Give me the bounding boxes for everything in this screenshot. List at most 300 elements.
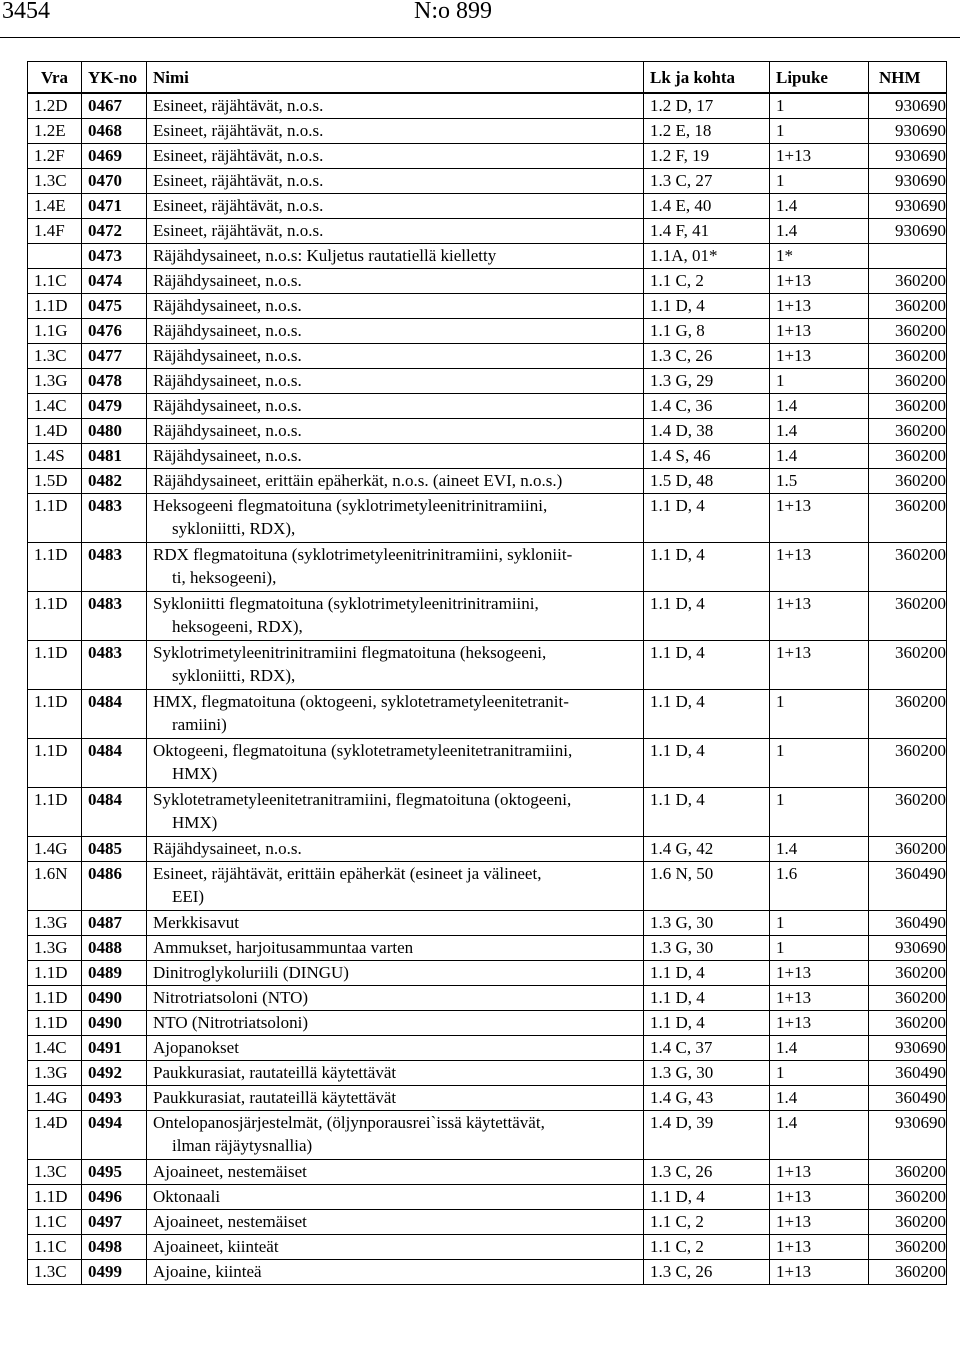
table-row (28, 1111, 947, 1160)
cell-lipuke: 1 (770, 169, 869, 194)
cell-lipuke: 1+13 (770, 961, 869, 986)
cell-nhm: 360200 (869, 419, 947, 444)
table-row (28, 469, 947, 494)
cell-yk-no: 0498 (82, 1235, 147, 1260)
cell-nimi (147, 93, 644, 119)
cell-lk-ja-kohta: 1.3 G, 30 (644, 911, 770, 936)
cell-yk-no: 0479 (82, 394, 147, 419)
cell-nimi-line: Paukkurasiat, rautateillä käytettävät (153, 1088, 397, 1107)
cell-lk-ja-kohta: 1.1 G, 8 (644, 319, 770, 344)
cell-lk-ja-kohta: 1.1 D, 4 (644, 1011, 770, 1036)
cell-nhm: 360200 (869, 269, 947, 294)
cell-vra: 1.1G (28, 319, 82, 344)
cell-nimi-line: Paukkurasiat, rautateillä käytettävät (153, 1063, 397, 1082)
cell-nimi-line: Ajoaineet, nestemäiset (153, 1212, 307, 1231)
table-body (28, 93, 947, 1285)
cell-nhm: 930690 (869, 194, 947, 219)
cell-lipuke: 1.4 (770, 837, 869, 862)
cell-vra: 1.1D (28, 641, 82, 690)
cell-lk-ja-kohta: 1.2 E, 18 (644, 119, 770, 144)
cell-lk-ja-kohta: 1.4 C, 36 (644, 394, 770, 419)
cell-nhm: 360200 (869, 1235, 947, 1260)
cell-vra: 1.2E (28, 119, 82, 144)
cell-lk-ja-kohta: 1.3 G, 30 (644, 936, 770, 961)
cell-vra: 1.2D (28, 93, 82, 119)
cell-nimi-line: Ajoaineet, nestemäiset (153, 1162, 307, 1181)
cell-nimi-line: Oktonaali (153, 1187, 221, 1206)
cell-yk-no: 0473 (82, 244, 147, 269)
cell-lk-ja-kohta: 1.1 D, 4 (644, 986, 770, 1011)
cell-nimi-line: RDX flegmatoituna (syklotrimetyleenitrinitramiini, sykloniit- (153, 545, 573, 564)
cell-nimi (147, 269, 644, 294)
cell-nimi (147, 469, 644, 494)
cell-nimi-line: Esineet, räjähtävät, n.o.s. (153, 196, 324, 215)
cell-lk-ja-kohta: 1.1 C, 2 (644, 1235, 770, 1260)
cell-lk-ja-kohta: 1.1 D, 4 (644, 739, 770, 788)
cell-vra: 1.1D (28, 1011, 82, 1036)
cell-vra: 1.3G (28, 936, 82, 961)
cell-nhm: 360490 (869, 1086, 947, 1111)
cell-lipuke: 1 (770, 936, 869, 961)
cell-nimi (147, 961, 644, 986)
table-row (28, 788, 947, 837)
cell-nhm: 360200 (869, 739, 947, 788)
cell-nhm: 360200 (869, 369, 947, 394)
page-header (0, 0, 960, 28)
cell-nhm: 360200 (869, 1011, 947, 1036)
cell-nimi (147, 244, 644, 269)
cell-vra: 1.1D (28, 294, 82, 319)
cell-nhm: 360490 (869, 911, 947, 936)
cell-lipuke: 1+13 (770, 592, 869, 641)
cell-nhm: 360200 (869, 444, 947, 469)
table-row (28, 344, 947, 369)
cell-vra: 1.3G (28, 911, 82, 936)
cell-nhm: 360200 (869, 543, 947, 592)
cell-nimi (147, 194, 644, 219)
cell-nimi (147, 1111, 644, 1160)
table-row (28, 369, 947, 394)
cell-lk-ja-kohta: 1.1 D, 4 (644, 788, 770, 837)
cell-nimi-line: Esineet, räjähtävät, n.o.s. (153, 96, 324, 115)
table-row (28, 169, 947, 194)
cell-nimi-line: Ajoaineet, kiinteät (153, 1237, 279, 1256)
cell-nimi-line: Räjähdysaineet, n.o.s. (153, 371, 302, 390)
cell-nimi (147, 862, 644, 911)
table-row (28, 1036, 947, 1061)
cell-nimi (147, 419, 644, 444)
cell-nimi-line: Syklotrimetyleenitrinitramiini flegmatoituna (heksogeeni, (153, 643, 547, 662)
cell-nimi (147, 369, 644, 394)
cell-lipuke: 1 (770, 369, 869, 394)
cell-lipuke: 1 (770, 119, 869, 144)
cell-nimi-line: Esineet, räjähtävät, erittäin epäherkät (esineet ja välineet, (153, 864, 542, 883)
cell-yk-no: 0492 (82, 1061, 147, 1086)
cell-lipuke: 1.4 (770, 419, 869, 444)
cell-lipuke: 1+13 (770, 641, 869, 690)
cell-nimi (147, 543, 644, 592)
table-row (28, 494, 947, 543)
cell-yk-no: 0484 (82, 788, 147, 837)
cell-nimi (147, 144, 644, 169)
cell-yk-no: 0483 (82, 641, 147, 690)
cell-yk-no: 0489 (82, 961, 147, 986)
cell-yk-no: 0467 (82, 93, 147, 119)
table-row (28, 1086, 947, 1111)
cell-lk-ja-kohta: 1.4 F, 41 (644, 219, 770, 244)
cell-nhm: 930690 (869, 1111, 947, 1160)
cell-vra: 1.4F (28, 219, 82, 244)
cell-yk-no: 0483 (82, 592, 147, 641)
cell-yk-no: 0472 (82, 219, 147, 244)
cell-lk-ja-kohta: 1.3 G, 29 (644, 369, 770, 394)
cell-nimi-line: Ammukset, harjoitusammuntaa varten (153, 938, 414, 957)
cell-nimi (147, 494, 644, 543)
table-row (28, 961, 947, 986)
cell-vra: 1.4C (28, 1036, 82, 1061)
table-row (28, 269, 947, 294)
cell-nhm: 930690 (869, 93, 947, 119)
cell-nimi-line: Nitrotriatsoloni (NTO) (153, 988, 309, 1007)
column-header-vra: Vra (28, 62, 82, 94)
cell-yk-no: 0493 (82, 1086, 147, 1111)
cell-vra: 1.1D (28, 690, 82, 739)
cell-lipuke: 1.4 (770, 394, 869, 419)
cell-yk-no: 0494 (82, 1111, 147, 1160)
cell-lk-ja-kohta: 1.1 D, 4 (644, 1185, 770, 1210)
cell-nhm: 360490 (869, 1061, 947, 1086)
cell-nimi-line: NTO (Nitrotriatsoloni) (153, 1013, 309, 1032)
cell-yk-no: 0468 (82, 119, 147, 144)
cell-vra: 1.1C (28, 1210, 82, 1235)
cell-yk-no: 0490 (82, 986, 147, 1011)
cell-vra: 1.4S (28, 444, 82, 469)
cell-lipuke: 1+13 (770, 294, 869, 319)
table-row (28, 144, 947, 169)
cell-yk-no: 0475 (82, 294, 147, 319)
cell-lipuke: 1 (770, 739, 869, 788)
cell-nimi (147, 1061, 644, 1086)
cell-yk-no: 0497 (82, 1210, 147, 1235)
cell-lipuke: 1 (770, 788, 869, 837)
cell-nimi-line: Ontelopanosjärjestelmät, (öljynporausrei`issä käytettävät, (153, 1113, 545, 1132)
cell-vra: 1.4E (28, 194, 82, 219)
cell-nimi-line: Räjähdysaineet, n.o.s. (153, 321, 302, 340)
cell-lipuke: 1 (770, 911, 869, 936)
cell-nhm: 930690 (869, 1036, 947, 1061)
cell-yk-no: 0474 (82, 269, 147, 294)
cell-nimi-continuation: heksogeeni, RDX), (172, 617, 303, 636)
cell-nimi-continuation: HMX) (172, 813, 218, 832)
cell-vra: 1.1D (28, 1185, 82, 1210)
table-row (28, 592, 947, 641)
column-header-lk-ja-kohta: Lk ja kohta (644, 62, 770, 94)
cell-nhm: 360200 (869, 394, 947, 419)
table-row (28, 1061, 947, 1086)
table-header-row (28, 62, 947, 94)
cell-nimi-line: Räjähdysaineet, n.o.s. (153, 421, 302, 440)
cell-yk-no: 0495 (82, 1160, 147, 1185)
cell-lk-ja-kohta: 1.4 E, 40 (644, 194, 770, 219)
cell-nhm: 360200 (869, 1210, 947, 1235)
cell-nhm: 930690 (869, 169, 947, 194)
cell-nimi (147, 169, 644, 194)
cell-lipuke: 1.4 (770, 1111, 869, 1160)
cell-nhm: 360200 (869, 690, 947, 739)
cell-nimi-line: Räjähdysaineet, n.o.s. (153, 346, 302, 365)
cell-vra: 1.2F (28, 144, 82, 169)
cell-nimi (147, 1160, 644, 1185)
cell-lipuke: 1.4 (770, 194, 869, 219)
column-header-nimi: Nimi (147, 62, 644, 94)
cell-lipuke: 1+13 (770, 1185, 869, 1210)
cell-nimi-line: Räjähdysaineet, n.o.s. (153, 271, 302, 290)
cell-nimi (147, 119, 644, 144)
cell-nimi-line: Esineet, räjähtävät, n.o.s. (153, 146, 324, 165)
cell-nimi-line: Räjähdysaineet, n.o.s. (153, 296, 302, 315)
cell-lipuke: 1 (770, 1061, 869, 1086)
cell-nhm: 360200 (869, 294, 947, 319)
cell-lk-ja-kohta: 1.3 C, 26 (644, 1160, 770, 1185)
cell-lk-ja-kohta: 1.1 D, 4 (644, 543, 770, 592)
table-row (28, 394, 947, 419)
cell-nhm: 360200 (869, 1260, 947, 1285)
table-row (28, 739, 947, 788)
cell-vra: 1.6N (28, 862, 82, 911)
cell-nhm: 360200 (869, 986, 947, 1011)
cell-nhm (869, 244, 947, 269)
cell-vra: 1.3C (28, 1260, 82, 1285)
cell-yk-no: 0469 (82, 144, 147, 169)
cell-lk-ja-kohta: 1.5 D, 48 (644, 469, 770, 494)
cell-vra: 1.1D (28, 961, 82, 986)
cell-nimi (147, 1210, 644, 1235)
cell-vra: 1.1D (28, 543, 82, 592)
cell-nimi-continuation: EEI) (172, 887, 205, 906)
cell-nimi (147, 394, 644, 419)
cell-yk-no: 0471 (82, 194, 147, 219)
cell-nimi (147, 1036, 644, 1061)
dangerous-goods-table (27, 61, 947, 1285)
cell-vra: 1.3C (28, 1160, 82, 1185)
cell-vra: 1.1D (28, 494, 82, 543)
table-row (28, 444, 947, 469)
cell-nhm: 360200 (869, 494, 947, 543)
cell-vra (28, 244, 82, 269)
cell-nimi (147, 294, 644, 319)
cell-nimi (147, 911, 644, 936)
table-row (28, 690, 947, 739)
cell-lipuke: 1.4 (770, 1086, 869, 1111)
cell-lk-ja-kohta: 1.1 C, 2 (644, 269, 770, 294)
cell-lipuke: 1+13 (770, 344, 869, 369)
table-row (28, 419, 947, 444)
column-header-lipuke: Lipuke (770, 62, 869, 94)
cell-nhm: 930690 (869, 219, 947, 244)
cell-vra: 1.4D (28, 1111, 82, 1160)
cell-nimi-line: Räjähdysaineet, n.o.s: Kuljetus rautatiellä kielletty (153, 246, 497, 265)
cell-nimi (147, 219, 644, 244)
cell-yk-no: 0482 (82, 469, 147, 494)
cell-nimi (147, 690, 644, 739)
cell-nimi-line: Esineet, räjähtävät, n.o.s. (153, 121, 324, 140)
cell-nimi (147, 739, 644, 788)
table-row (28, 543, 947, 592)
cell-nimi (147, 936, 644, 961)
cell-nimi (147, 986, 644, 1011)
cell-vra: 1.4G (28, 837, 82, 862)
cell-nimi (147, 641, 644, 690)
table-row (28, 244, 947, 269)
cell-nimi (147, 592, 644, 641)
cell-vra: 1.4G (28, 1086, 82, 1111)
cell-nhm: 360200 (869, 1185, 947, 1210)
cell-lipuke: 1* (770, 244, 869, 269)
cell-nimi (147, 837, 644, 862)
cell-lk-ja-kohta: 1.4 G, 42 (644, 837, 770, 862)
cell-vra: 1.3C (28, 344, 82, 369)
cell-lipuke: 1+13 (770, 1210, 869, 1235)
cell-yk-no: 0499 (82, 1260, 147, 1285)
cell-yk-no: 0483 (82, 494, 147, 543)
cell-yk-no: 0487 (82, 911, 147, 936)
cell-nimi-line: HMX, flegmatoituna (oktogeeni, syklotetrametyleenitetranit- (153, 692, 569, 711)
cell-nimi (147, 1185, 644, 1210)
cell-yk-no: 0491 (82, 1036, 147, 1061)
cell-lipuke: 1 (770, 690, 869, 739)
cell-nimi-continuation: sykloniitti, RDX), (172, 519, 296, 538)
cell-yk-no: 0481 (82, 444, 147, 469)
cell-nimi-continuation: ti, heksogeeni), (172, 568, 277, 587)
cell-yk-no: 0484 (82, 690, 147, 739)
cell-lk-ja-kohta: 1.3 C, 26 (644, 344, 770, 369)
cell-vra: 1.3G (28, 1061, 82, 1086)
cell-nimi-line: Oktogeeni, flegmatoituna (syklotetrametyleenitetranitramiini, (153, 741, 573, 760)
cell-lk-ja-kohta: 1.4 D, 39 (644, 1111, 770, 1160)
table-row (28, 862, 947, 911)
cell-vra: 1.5D (28, 469, 82, 494)
cell-nhm: 360200 (869, 319, 947, 344)
cell-vra: 1.1D (28, 986, 82, 1011)
cell-lipuke: 1+13 (770, 144, 869, 169)
cell-nimi (147, 344, 644, 369)
cell-nimi (147, 444, 644, 469)
cell-lk-ja-kohta: 1.6 N, 50 (644, 862, 770, 911)
cell-nhm: 930690 (869, 144, 947, 169)
cell-yk-no: 0486 (82, 862, 147, 911)
cell-nimi-continuation: ilman räjäytysnallia) (172, 1136, 313, 1155)
cell-lipuke: 1.4 (770, 219, 869, 244)
cell-lipuke: 1+13 (770, 1235, 869, 1260)
cell-nimi-line: Dinitroglykoluriili (DINGU) (153, 963, 349, 982)
table-row (28, 1235, 947, 1260)
cell-yk-no: 0476 (82, 319, 147, 344)
cell-vra: 1.1C (28, 1235, 82, 1260)
cell-nimi-line: Esineet, räjähtävät, n.o.s. (153, 221, 324, 240)
table-row (28, 1210, 947, 1235)
cell-nhm: 360200 (869, 344, 947, 369)
table-row (28, 219, 947, 244)
cell-nimi-line: Räjähdysaineet, erittäin epäherkät, n.o.s. (aineet EVI, n.o.s.) (153, 471, 563, 490)
table-row (28, 1185, 947, 1210)
table-row (28, 837, 947, 862)
cell-nimi-line: Räjähdysaineet, n.o.s. (153, 446, 302, 465)
table-row (28, 641, 947, 690)
cell-vra: 1.4C (28, 394, 82, 419)
table-row (28, 1260, 947, 1285)
cell-lipuke: 1+13 (770, 1160, 869, 1185)
cell-nhm: 360200 (869, 837, 947, 862)
cell-lipuke: 1.5 (770, 469, 869, 494)
page-number: 3454 (2, 0, 50, 24)
table-row (28, 1160, 947, 1185)
cell-yk-no: 0470 (82, 169, 147, 194)
cell-nhm: 930690 (869, 936, 947, 961)
cell-nimi-line: Sykloniitti flegmatoituna (syklotrimetyleenitrinitramiini, (153, 594, 539, 613)
cell-nimi (147, 788, 644, 837)
cell-lipuke: 1.4 (770, 444, 869, 469)
cell-nhm: 360200 (869, 788, 947, 837)
cell-lipuke: 1.6 (770, 862, 869, 911)
table-row (28, 936, 947, 961)
cell-vra: 1.3C (28, 169, 82, 194)
cell-lipuke: 1 (770, 93, 869, 119)
cell-nimi (147, 1011, 644, 1036)
cell-lipuke: 1+13 (770, 1260, 869, 1285)
cell-lk-ja-kohta: 1.1 D, 4 (644, 294, 770, 319)
cell-vra: 1.1D (28, 592, 82, 641)
cell-vra: 1.1D (28, 739, 82, 788)
cell-lipuke: 1.4 (770, 1036, 869, 1061)
cell-yk-no: 0483 (82, 543, 147, 592)
cell-yk-no: 0478 (82, 369, 147, 394)
cell-lk-ja-kohta: 1.2 D, 17 (644, 93, 770, 119)
cell-nhm: 360200 (869, 641, 947, 690)
cell-nimi-continuation: ramiini) (172, 715, 227, 734)
issue-number: N:o 899 (414, 0, 492, 24)
cell-nimi-line: Syklotetrametyleenitetranitramiini, flegmatoituna (oktogeeni, (153, 790, 572, 809)
cell-lk-ja-kohta: 1.1 D, 4 (644, 961, 770, 986)
cell-yk-no: 0488 (82, 936, 147, 961)
cell-yk-no: 0484 (82, 739, 147, 788)
cell-nimi (147, 1086, 644, 1111)
cell-lk-ja-kohta: 1.3 G, 30 (644, 1061, 770, 1086)
cell-nhm: 930690 (869, 119, 947, 144)
cell-lipuke: 1+13 (770, 319, 869, 344)
cell-lk-ja-kohta: 1.1 C, 2 (644, 1210, 770, 1235)
cell-nimi (147, 1235, 644, 1260)
cell-lk-ja-kohta: 1.4 S, 46 (644, 444, 770, 469)
cell-nimi-continuation: sykloniitti, RDX), (172, 666, 296, 685)
cell-nimi-line: Heksogeeni flegmatoituna (syklotrimetyleenitrinitramiini, (153, 496, 548, 515)
table-row (28, 319, 947, 344)
cell-nhm: 360200 (869, 1160, 947, 1185)
column-header-nhm: NHM (869, 62, 947, 94)
cell-lk-ja-kohta: 1.1A, 01* (644, 244, 770, 269)
table-row (28, 93, 947, 119)
cell-lipuke: 1+13 (770, 1011, 869, 1036)
cell-lk-ja-kohta: 1.4 G, 43 (644, 1086, 770, 1111)
cell-yk-no: 0485 (82, 837, 147, 862)
header-rule (0, 37, 960, 38)
cell-lipuke: 1+13 (770, 986, 869, 1011)
table-row (28, 294, 947, 319)
cell-lk-ja-kohta: 1.4 C, 37 (644, 1036, 770, 1061)
cell-vra: 1.1D (28, 788, 82, 837)
table-row (28, 911, 947, 936)
cell-nimi (147, 319, 644, 344)
cell-lk-ja-kohta: 1.1 D, 4 (644, 592, 770, 641)
